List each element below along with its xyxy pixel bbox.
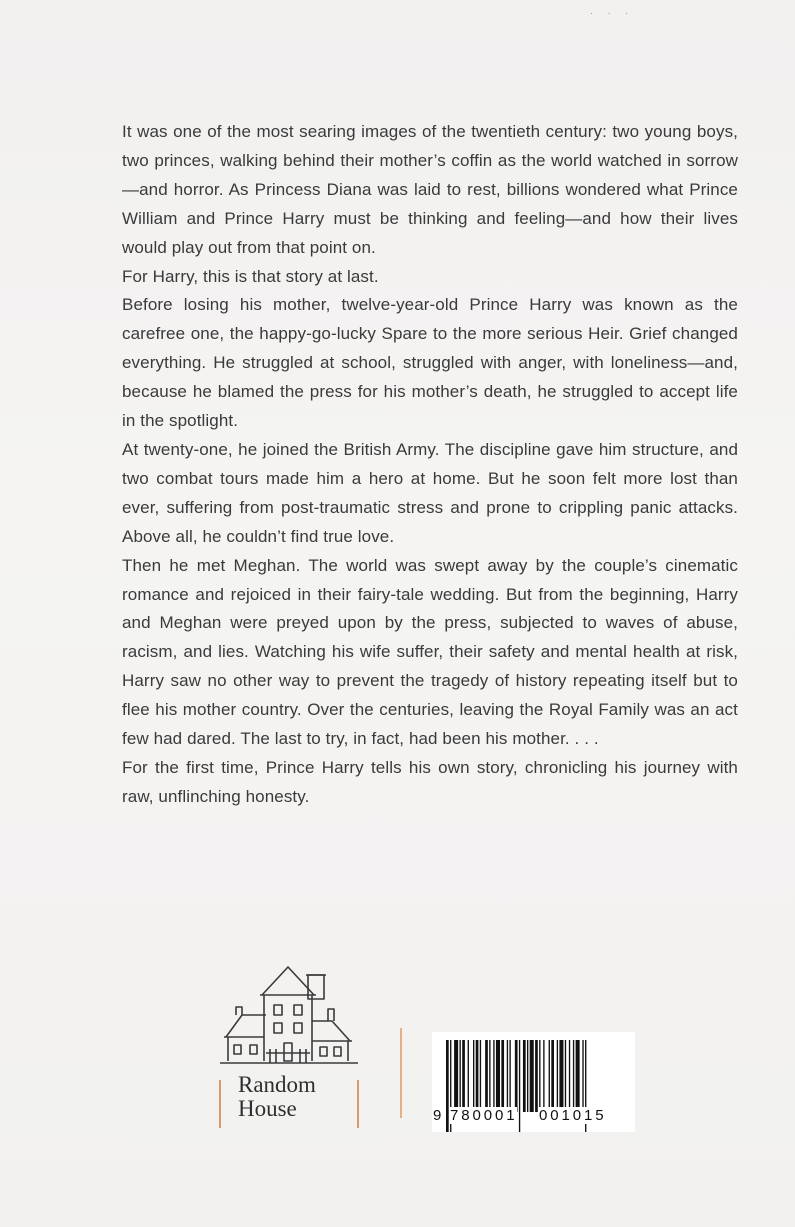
barcode-stripe: [493, 1040, 494, 1112]
print-specks-decoration: · · ·: [590, 8, 634, 18]
barcode-stripe: [582, 1040, 583, 1112]
barcode-stripe: [576, 1040, 580, 1112]
logo-right-rule: [357, 1080, 359, 1128]
barcode-stripe: [543, 1040, 544, 1112]
barcode-stripe: [549, 1040, 550, 1112]
barcode-stripe: [501, 1040, 504, 1112]
barcode-stripe: [573, 1040, 574, 1112]
blurb-paragraph-3: Before losing his mother, twelve-year-old Prince Harry was known as the carefree one, the happy-go-lucky Spare to the more serious Heir. Grief changed everything. He struggled at school, struggled with anger, with loneliness—and, because he blamed the press for his mother’s death, he struggled to accept life in the spotlight.: [122, 295, 738, 431]
barcode-stripe: [507, 1040, 508, 1112]
isbn-number: [432, 1107, 635, 1129]
publisher-name-line1: Random: [238, 1072, 316, 1097]
barcode-stripe: [476, 1040, 479, 1112]
barcode-stripe: [557, 1040, 558, 1112]
barcode-stripe: [462, 1040, 465, 1112]
barcode-stripe: [523, 1040, 526, 1112]
barcode-stripe: [480, 1040, 481, 1112]
logo-barcode-separator: [400, 1028, 402, 1118]
barcode-stripe: [535, 1040, 538, 1112]
barcode-stripe: [559, 1040, 563, 1112]
blurb-paragraph-5: Then he met Meghan. The world was swept away by the couple’s cinematic romance and rejoiced in their fairy-tale wedding. But from the beginning, Harry and Meghan were preyed upon by the press, subjected to waves of abuse, racism, and lies. Watching his wife suffer, their safety and mental health at risk, Harry saw no other way to prevent the tragedy of history repeating itself but to flee his mother country. Over the centuries, leaving the Royal Family was an act few had dared. The last to try, in fact, had been his mother. . . .: [122, 555, 738, 749]
barcode-stripe: [530, 1040, 534, 1112]
barcode-stripe: [565, 1040, 566, 1112]
barcode-stripe: [569, 1040, 570, 1112]
barcode-stripe: [460, 1040, 461, 1112]
house-logo-icon: [214, 965, 364, 1075]
isbn-group-1: 780001: [450, 1107, 518, 1124]
barcode-stripe: [468, 1040, 469, 1112]
blurb-paragraph-1: It was one of the most searing images of the twentieth century: two young boys, two princes, walking behind their mother’s coffin as the world watched in sorrow—and horror. As Princess Diana was laid to rest, billions wondered what Prince William and Prince Harry must be thinking and feeling—and how their lives would play out from that point on.: [122, 122, 738, 257]
blurb-paragraph-4: At twenty-one, he joined the British Army. The discipline gave him structure, and two combat tours made him a hero at home. But he soon felt more lost than ever, suffering from post-traumatic stress and prone to crippling panic attacks. Above all, he couldn’t find true love.: [122, 439, 738, 546]
barcode-stripe: [515, 1040, 518, 1112]
isbn-lead-digit: 9: [433, 1107, 442, 1124]
barcode-stripe: [527, 1040, 528, 1112]
barcode-stripe: [454, 1040, 458, 1112]
publisher-name: [234, 1073, 356, 1121]
publisher-name-line2: House: [238, 1096, 297, 1121]
blurb-paragraph-6: For the first time, Prince Harry tells his own story, chronicling his journey with raw, unflinching honesty.: [122, 757, 738, 806]
isbn-group-2: 001015: [539, 1107, 607, 1124]
blurb-text: [122, 118, 738, 812]
barcode-stripe: [539, 1040, 540, 1112]
barcode-stripe: [509, 1040, 510, 1112]
barcode-stripe: [485, 1040, 488, 1112]
barcode-stripe: [496, 1040, 500, 1112]
barcode-stripe: [551, 1040, 554, 1112]
barcode-stripe: [473, 1040, 474, 1112]
blurb-paragraph-2: For Harry, this is that story at last.: [122, 266, 379, 286]
barcode-stripe: [489, 1040, 490, 1112]
logo-left-rule: [219, 1080, 221, 1128]
publisher-logo: [214, 965, 364, 1130]
